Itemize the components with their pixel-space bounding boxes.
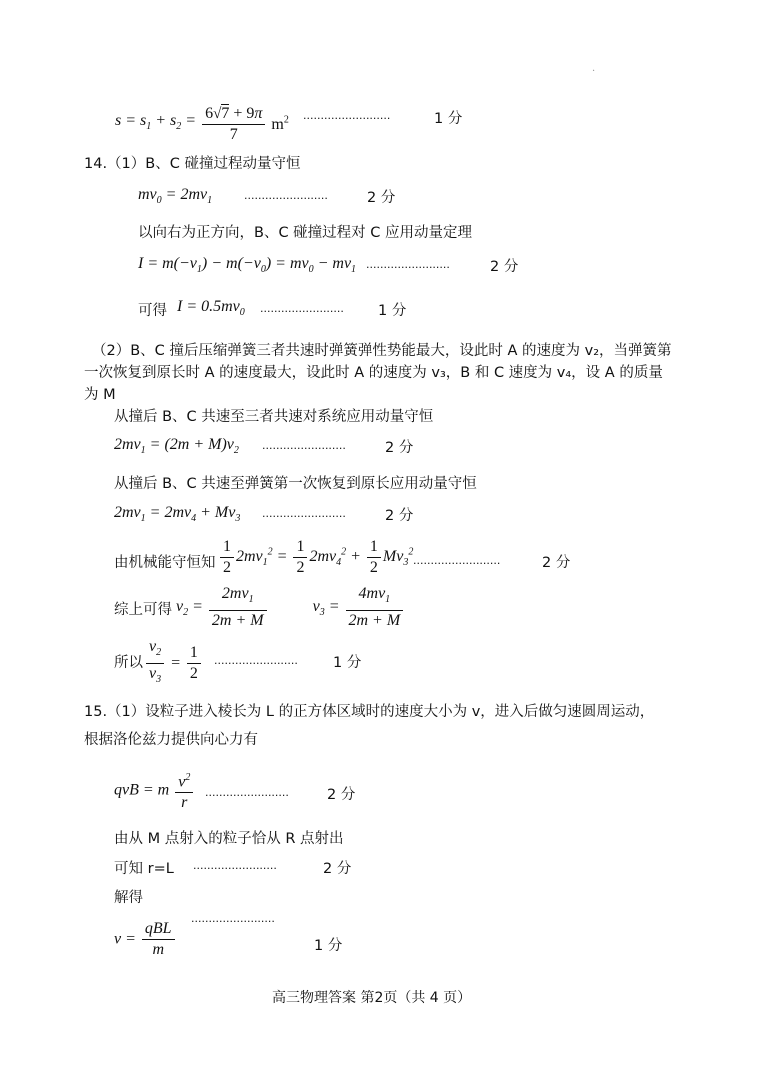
equation-q14-2-3: $\frac{1}{2}$ $2mv_1^2$ = $\frac{1}{2}$ $2mv_4^2$ + $\frac{1}{2}$ $Mv_3^2$ xyxy=(218,538,413,577)
points-q14-1: 2 分 xyxy=(367,190,396,206)
equation-q15-1: qvB = m $\frac{v^2}{r}$ xyxy=(114,769,195,812)
q14-2-line2: 一次恢复到原长时 A 的速度最大，设此时 A 的速度为 v₃，B 和 C 速度为 v₄，设 A 的质量 xyxy=(84,365,663,381)
page-footer: 高三物理答案 第2页（共 4 页） xyxy=(272,990,472,1006)
dots-q15-2: ························ xyxy=(193,862,277,875)
q15-text3: 解得 xyxy=(114,890,143,906)
dots-q14-2-2: ························ xyxy=(262,510,346,523)
dots-q14-2-3: ························· xyxy=(413,557,501,570)
q15-text2: 可知 r=L xyxy=(114,861,174,877)
points-s: 1 分 xyxy=(434,111,463,127)
q15-line1: 15.（1）设粒子进入棱长为 L 的正方体区域时的速度大小为 v，进入后做匀速圆周运动， xyxy=(84,704,655,720)
dots-q14-3: ························ xyxy=(260,305,344,318)
points-q14-2-2: 2 分 xyxy=(385,508,414,524)
q14-title: 14.（1）B、C 碰撞过程动量守恒 xyxy=(84,156,301,172)
points-q14-2-1: 2 分 xyxy=(385,440,414,456)
dots-q14-2: ························ xyxy=(366,261,450,274)
equation-q14-1: $mv_0 = 2mv_1$ xyxy=(138,186,213,207)
corner-mark: · xyxy=(592,66,596,77)
dots-q14-2-5: ························ xyxy=(214,657,298,670)
q14-2-line3: 为 M xyxy=(84,387,116,403)
dots-q14-2-1: ························ xyxy=(262,442,346,455)
equation-q14-3: $I = 0.5mv_0$ xyxy=(177,298,245,319)
points-q15-1: 2 分 xyxy=(327,787,356,803)
dots-q15-3: ························ xyxy=(191,915,275,928)
dots-q14-1: ························ xyxy=(244,192,328,205)
equation-q14-2-2: $2mv_1 = 2mv_4 + Mv_3$ xyxy=(114,504,241,525)
q14-2-text2: 从撞后 B、C 共速至弹簧第一次恢复到原长应用动量守恒 xyxy=(114,476,477,492)
dots-s: ························· xyxy=(303,112,391,125)
q14-2-eq5-prefix: 所以 xyxy=(114,655,143,671)
equation-q14-2-5: $\frac{v_2}{v_3}$ = $\frac{1}{2}$ xyxy=(144,638,203,689)
q14-2-eq4-prefix: 综上可得 xyxy=(114,602,172,618)
q14-2-text1: 从撞后 B、C 共速至三者共速对系统应用动量守恒 xyxy=(114,409,434,425)
equation-q14-2-4: $v_2$ = $\frac{2mv_1}{2m + M}$ $v_3$ = $\frac{4mv_1}{2m + M}$ xyxy=(176,585,405,630)
q14-2-eq3-prefix: 由机械能守恒知 xyxy=(114,555,216,571)
equation-q15-3: v = $\frac{\text{qBL}}{m}$ xyxy=(114,920,177,959)
q14-2-line1: （2）B、C 撞后压缩弹簧三者共速时弹簧弹性势能最大，设此时 A 的速度为 v₂，当弹簧第 xyxy=(92,343,672,359)
dots-q15-1: ························ xyxy=(205,789,289,802)
points-q14-2-3: 2 分 xyxy=(542,555,571,571)
equation-q14-2: $I = m(-v_1) - m(-v_0) = mv_0 - mv_1$ xyxy=(138,255,357,276)
points-q15-2: 2 分 xyxy=(323,861,352,877)
q15-text1: 由从 M 点射入的粒子恰从 R 点射出 xyxy=(114,831,344,847)
q14-eq3-prefix: 可得 xyxy=(138,303,167,319)
points-q14-3: 1 分 xyxy=(378,303,407,319)
equation-q14-2-1: $2mv_1 = (2m + M)v_2$ xyxy=(114,436,239,457)
q14-text1: 以向右为正方向，B、C 碰撞过程对 C 应用动量定理 xyxy=(138,225,473,241)
points-q14-2: 2 分 xyxy=(490,259,519,275)
points-q14-2-5: 1 分 xyxy=(333,655,362,671)
points-q15-3: 1 分 xyxy=(314,938,343,954)
equation-s: $s = s_1 + s_2$ = $\frac{6√7 + 9\pi}{7}$ $m^2$ xyxy=(115,104,289,143)
q15-line2: 根据洛伦兹力提供向心力有 xyxy=(84,732,258,748)
